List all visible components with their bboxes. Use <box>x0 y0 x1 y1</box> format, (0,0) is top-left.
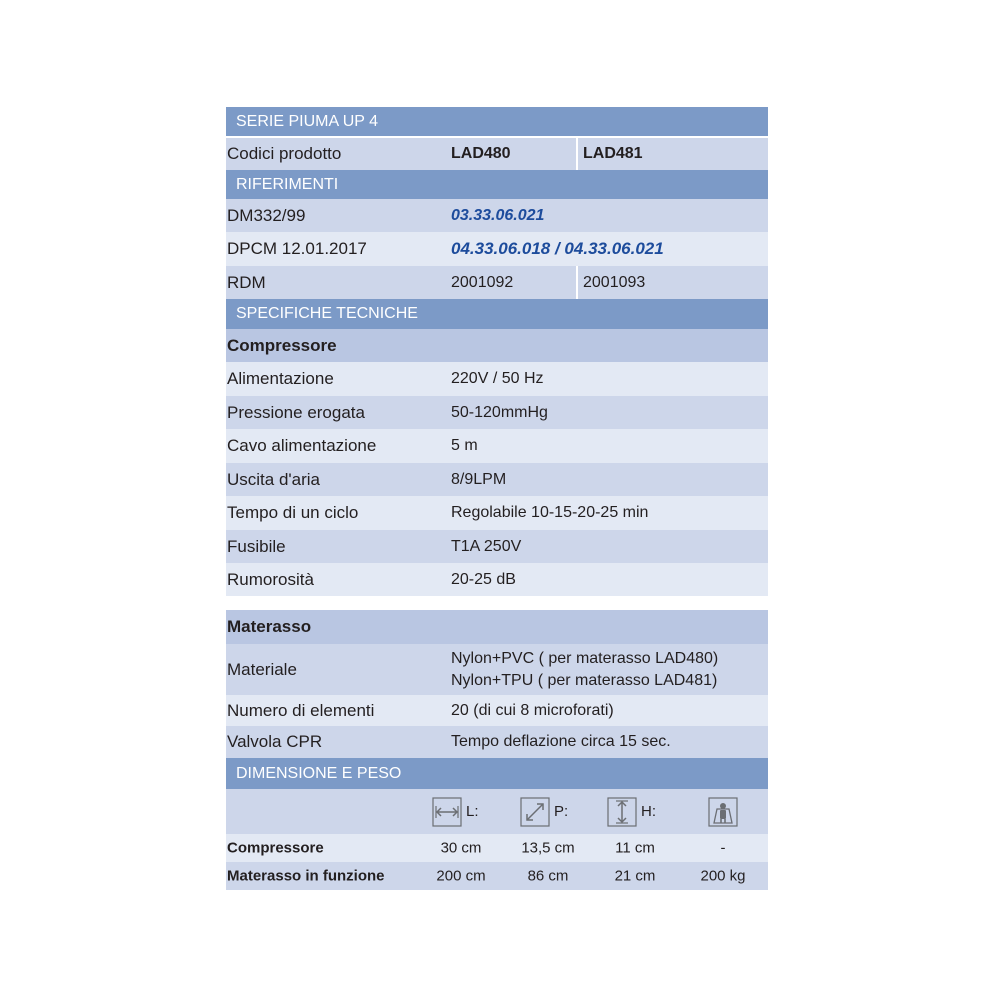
dimension-weight: - <box>720 839 726 857</box>
height-label: H: <box>641 803 656 820</box>
dimension-height: 21 cm <box>614 867 656 885</box>
spec-value: 8/9LPM <box>451 470 507 488</box>
column-divider <box>576 138 578 170</box>
spec-label: Rumorosità <box>227 569 314 589</box>
spec-value: 5 m <box>451 437 478 454</box>
dimension-row <box>226 834 768 862</box>
elements-value: 20 (di cui 8 microforati) <box>451 701 614 719</box>
spec-row <box>226 530 768 563</box>
depth-label: P: <box>554 803 569 820</box>
elements-label: Numero di elementi <box>227 700 375 720</box>
column-divider <box>576 266 578 299</box>
valve-value: Tempo deflazione circa 15 sec. <box>451 733 671 750</box>
spec-label: Fusibile <box>227 536 286 556</box>
dm-label: DM332/99 <box>227 205 306 225</box>
dimension-depth: 13,5 cm <box>521 839 575 857</box>
dm-row <box>226 199 768 232</box>
spec-row <box>226 496 768 530</box>
spec-row <box>226 396 768 429</box>
spec-value: T1A 250V <box>451 537 522 555</box>
depth-icon-group <box>520 797 568 827</box>
depth-diagonal-arrows-icon <box>520 797 550 827</box>
weight-person-icon <box>708 797 738 827</box>
material-label: Materiale <box>227 659 297 679</box>
mattress-title: Materasso <box>227 617 312 636</box>
spec-label: Cavo alimentazione <box>227 436 377 455</box>
spec-value: Regolabile 10-15-20-25 min <box>451 504 649 521</box>
spec-row <box>226 463 768 496</box>
height-arrows-icon <box>607 797 637 827</box>
code-a: LAD480 <box>451 145 511 162</box>
spec-row <box>226 563 768 596</box>
dpcm-row <box>226 232 768 266</box>
dimensions-header <box>226 758 768 789</box>
compressor-subheader <box>226 329 768 362</box>
spec-sheet <box>226 107 768 890</box>
length-icon-group <box>432 797 479 827</box>
spec-value: 50-120mmHg <box>451 403 548 421</box>
valve-label: Valvola CPR <box>227 732 323 751</box>
material-values <box>451 648 718 692</box>
mattress-subheader <box>226 610 768 644</box>
spec-value: 220V / 50 Hz <box>451 370 544 387</box>
specs-title: SPECIFICHE TECNICHE <box>236 305 418 322</box>
spec-label: Pressione erogata <box>227 402 365 422</box>
spec-value: 20-25 dB <box>451 570 516 588</box>
material-line: Nylon+PVC ( per materasso LAD480) <box>451 649 719 667</box>
material-line: Nylon+TPU ( per materasso LAD481) <box>451 671 718 689</box>
rdm-label: RDM <box>227 272 266 292</box>
dimension-length: 200 cm <box>436 867 486 885</box>
rdm-a: 2001092 <box>451 273 514 291</box>
references-title: RIFERIMENTI <box>236 175 339 193</box>
series-title: SERIE PIUMA UP 4 <box>236 112 378 130</box>
weight-icon-group <box>708 797 738 827</box>
section-gap <box>226 596 768 610</box>
dimension-icons-row <box>226 789 768 834</box>
dimension-row-label: Compressore <box>227 839 324 857</box>
dimension-height: 11 cm <box>615 839 655 857</box>
valve-row <box>226 726 768 758</box>
dpcm-label: DPCM 12.01.2017 <box>227 239 367 258</box>
dimension-row-label: Materasso in funzione <box>227 867 385 885</box>
compressor-title: Compressore <box>227 335 337 355</box>
elements-row <box>226 695 768 726</box>
dimensions-title: DIMENSIONE E PESO <box>236 764 402 782</box>
length-label: L: <box>466 803 479 820</box>
code-b: LAD481 <box>583 145 643 162</box>
rdm-b: 2001093 <box>583 273 646 291</box>
length-arrows-icon <box>432 797 462 827</box>
dimension-weight: 200 kg <box>700 867 746 885</box>
spec-row <box>226 429 768 463</box>
dimension-depth: 86 cm <box>527 867 569 885</box>
height-icon-group <box>607 797 656 827</box>
rdm-row <box>226 266 768 299</box>
specs-header <box>226 299 768 329</box>
spec-label: Uscita d'aria <box>227 469 321 489</box>
spec-label: Tempo di un ciclo <box>227 503 359 522</box>
references-header <box>226 170 768 199</box>
material-row <box>226 644 768 695</box>
codes-row <box>226 136 768 170</box>
codes-label: Codici prodotto <box>227 144 342 163</box>
dimension-length: 30 cm <box>440 839 482 857</box>
dm-value: 03.33.06.021 <box>451 206 545 224</box>
dpcm-value: 04.33.06.018 / 04.33.06.021 <box>451 239 664 258</box>
spec-label: Alimentazione <box>227 369 334 388</box>
series-header <box>226 107 768 136</box>
dimension-row <box>226 862 768 890</box>
spec-row <box>226 362 768 396</box>
